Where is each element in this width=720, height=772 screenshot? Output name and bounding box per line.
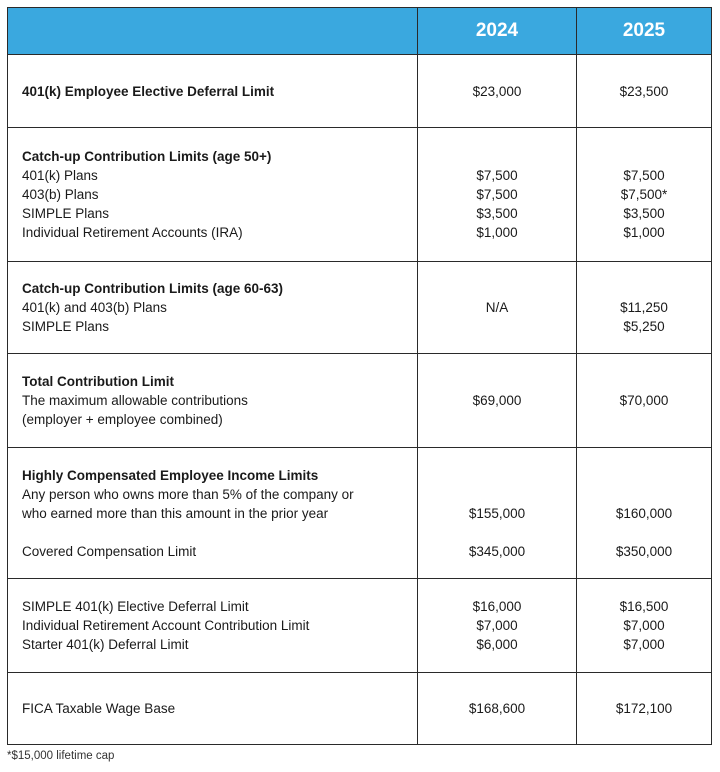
value-2025: $70,000 bbox=[577, 354, 712, 448]
value-2024 bbox=[418, 262, 577, 354]
footnote: *$15,000 lifetime cap bbox=[7, 750, 115, 762]
row-label bbox=[8, 354, 418, 448]
value-2025: $172,100 bbox=[577, 673, 712, 745]
row-item-value: $5,250 bbox=[623, 319, 665, 334]
row-item-value: $7,500 bbox=[476, 187, 518, 202]
contribution-limits-table bbox=[7, 7, 712, 745]
table-row bbox=[8, 448, 712, 579]
row-item-value: $7,000 bbox=[623, 637, 665, 652]
row-item-value: $3,500 bbox=[623, 206, 665, 221]
table-row bbox=[8, 55, 712, 128]
row-item-label: Covered Compensation Limit bbox=[22, 543, 197, 559]
row-item-label: 401(k) and 403(b) Plans bbox=[22, 300, 167, 315]
row-title: Catch-up Contribution Limits (age 60-63) bbox=[22, 281, 284, 296]
value-2024: $23,000 bbox=[418, 55, 577, 128]
row-item-label: SIMPLE Plans bbox=[22, 319, 110, 334]
row-description: (employer + employee combined) bbox=[22, 412, 223, 427]
limits-table-wrapper bbox=[7, 7, 711, 745]
row-item-value: $7,000 bbox=[623, 618, 665, 633]
row-item-label: SIMPLE 401(k) Elective Deferral Limit bbox=[22, 599, 249, 614]
row-item-value: $350,000 bbox=[615, 543, 673, 559]
row-label bbox=[8, 673, 418, 745]
row-item-value: $1,000 bbox=[623, 225, 665, 240]
row-item-value bbox=[418, 317, 576, 336]
row-item-value: $160,000 bbox=[615, 505, 673, 521]
table-row bbox=[8, 262, 712, 354]
header-year-2025: 2025 bbox=[577, 8, 712, 55]
row-description: who earned more than this amount in the prior year bbox=[22, 505, 329, 521]
row-label bbox=[8, 55, 418, 128]
row-item-value: $155,000 bbox=[468, 505, 526, 521]
row-item-value: $7,500 bbox=[623, 168, 665, 183]
row-item-label: Individual Retirement Account Contribution Limit bbox=[22, 618, 310, 633]
value-2024: $168,600 bbox=[418, 673, 577, 745]
table-row bbox=[8, 354, 712, 448]
value-2025 bbox=[577, 448, 712, 579]
row-item-value: $7,000 bbox=[476, 618, 518, 633]
row-title: 401(k) Employee Elective Deferral Limit bbox=[22, 83, 275, 99]
row-title: Total Contribution Limit bbox=[22, 374, 174, 389]
row-item-label: Individual Retirement Accounts (IRA) bbox=[22, 225, 243, 240]
row-label bbox=[8, 128, 418, 262]
table-row bbox=[8, 579, 712, 673]
table-row bbox=[8, 673, 712, 745]
row-label bbox=[8, 262, 418, 354]
header-year-2024: 2024 bbox=[418, 8, 577, 55]
row-title: FICA Taxable Wage Base bbox=[22, 701, 176, 716]
row-item-value: $16,000 bbox=[472, 599, 522, 614]
row-item-value: $3,500 bbox=[476, 206, 518, 221]
row-item-label: Starter 401(k) Deferral Limit bbox=[22, 637, 189, 652]
row-description: Any person who owns more than 5% of the company or bbox=[22, 486, 354, 502]
table-row bbox=[8, 128, 712, 262]
row-item-value: $6,000 bbox=[476, 637, 518, 652]
value-2025: $23,500 bbox=[577, 55, 712, 128]
value-2025 bbox=[577, 262, 712, 354]
row-item-value: $11,250 bbox=[620, 300, 668, 315]
row-item-value: $1,000 bbox=[476, 225, 518, 240]
value-2025 bbox=[577, 128, 712, 262]
row-item-value: N/A bbox=[485, 300, 509, 315]
row-description: The maximum allowable contributions bbox=[22, 393, 248, 408]
row-item-label: 403(b) Plans bbox=[22, 187, 99, 202]
value-2024 bbox=[418, 128, 577, 262]
value-2024 bbox=[418, 448, 577, 579]
header-blank-cell bbox=[8, 8, 418, 55]
row-title: Highly Compensated Employee Income Limits bbox=[22, 467, 319, 483]
value-2025 bbox=[577, 579, 712, 673]
row-title: Catch-up Contribution Limits (age 50+) bbox=[22, 149, 272, 164]
row-item-label: 401(k) Plans bbox=[22, 168, 98, 183]
row-item-value: $7,500* bbox=[620, 187, 668, 202]
row-label bbox=[8, 579, 418, 673]
row-item-value: $7,500 bbox=[476, 168, 518, 183]
row-item-value: $345,000 bbox=[468, 543, 526, 559]
value-2024: $69,000 bbox=[418, 354, 577, 448]
table-header-row bbox=[8, 8, 712, 55]
row-item-value: $16,500 bbox=[619, 599, 669, 614]
row-label bbox=[8, 448, 418, 579]
row-item-label: SIMPLE Plans bbox=[22, 206, 110, 221]
value-2024 bbox=[418, 579, 577, 673]
